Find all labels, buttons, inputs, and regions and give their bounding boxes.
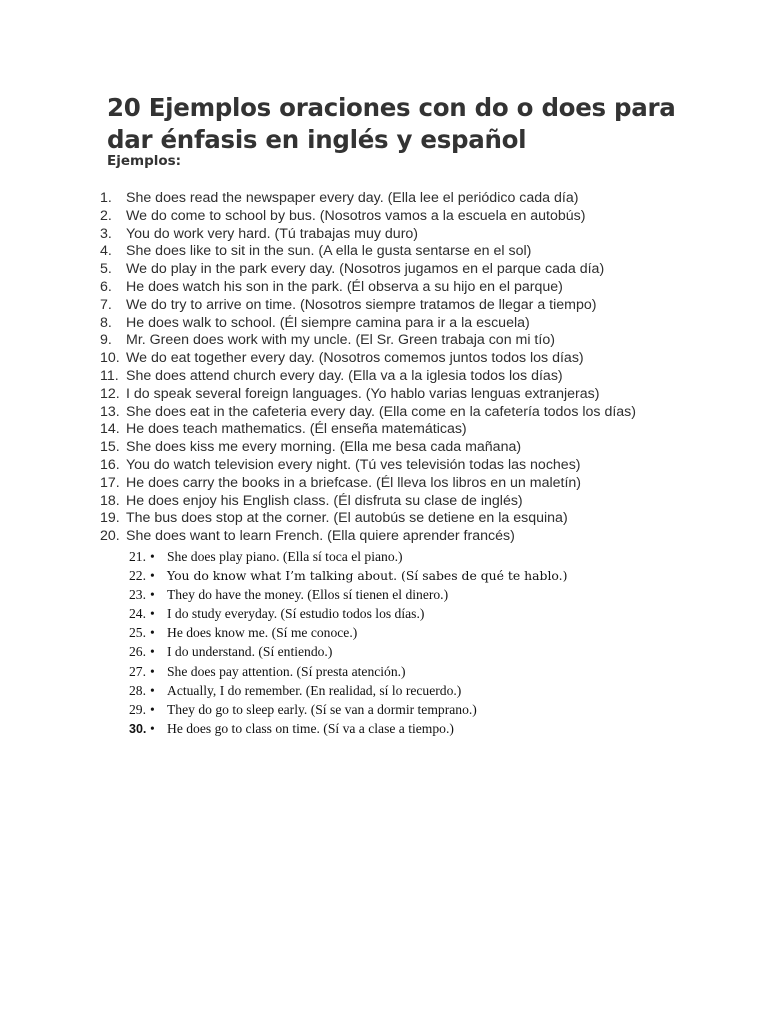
bulleted-list xyxy=(129,547,567,738)
list-item xyxy=(100,297,636,315)
item-number: 14. xyxy=(100,421,120,438)
item-text: They do go to sleep early. (Sí se van a dormir temprano.) xyxy=(167,701,477,717)
item-text: He does know me. (Sí me conoce.) xyxy=(167,625,358,641)
item-text: He does enjoy his English class. (Él disfruta su clase de inglés) xyxy=(126,492,523,509)
item-number: 29. xyxy=(129,701,146,717)
item-number: 17. xyxy=(100,474,120,491)
list-item xyxy=(100,279,636,297)
list-item xyxy=(129,547,567,566)
item-text: He does walk to school. (Él siempre camina para ir a la escuela) xyxy=(126,314,530,331)
item-number: 18. xyxy=(100,492,120,509)
bullet-icon: • xyxy=(150,549,155,564)
item-text: We do try to arrive on time. (Nosotros siempre tratamos de llegar a tiempo) xyxy=(126,296,597,313)
bullet-icon: • xyxy=(150,720,155,736)
item-number: 15. xyxy=(100,439,120,456)
item-text: We do come to school by bus. (Nosotros vamos a la escuela en autobús) xyxy=(126,207,586,224)
bullet-icon: • xyxy=(150,625,155,641)
item-number: 30. xyxy=(129,721,147,736)
item-number: 20. xyxy=(100,528,120,545)
item-text: I do study everyday. (Sí estudio todos los días.) xyxy=(167,606,425,622)
item-number: 28. xyxy=(129,682,146,698)
item-number: 9. xyxy=(100,332,112,349)
list-item xyxy=(100,421,636,439)
list-item xyxy=(100,368,636,386)
list-item xyxy=(100,493,636,511)
list-item xyxy=(129,604,567,623)
item-text: The bus does stop at the corner. (El autobús se detiene en la esquina) xyxy=(126,510,568,527)
list-item xyxy=(129,681,567,700)
list-item xyxy=(100,208,636,226)
list-item xyxy=(129,566,567,585)
item-text: They do have the money. (Ellos sí tienen el dinero.) xyxy=(167,587,449,603)
list-item xyxy=(100,439,636,457)
item-number: 26. xyxy=(129,644,146,660)
item-text: He does go to class on time. (Sí va a clase a tiempo.) xyxy=(167,720,454,736)
item-number: 25. xyxy=(129,625,146,641)
item-text: I do speak several foreign languages. (Yo hablo varias lenguas extranjeras) xyxy=(126,385,600,402)
item-number: 2. xyxy=(100,207,112,224)
item-number: 7. xyxy=(100,296,112,313)
item-text: You do know what I’m talking about. (Sí sabes de qué te hablo.) xyxy=(167,568,568,584)
item-text: She does read the newspaper every day. (Ella lee el periódico cada día) xyxy=(126,190,579,206)
list-item xyxy=(100,332,636,350)
list-item xyxy=(100,475,636,493)
item-number: 19. xyxy=(100,510,120,527)
bullet-icon: • xyxy=(150,568,155,584)
item-number: 3. xyxy=(100,225,112,242)
item-number: 8. xyxy=(100,314,112,331)
item-number: 21. xyxy=(129,549,146,564)
item-text: He does watch his son in the park. (Él observa a su hijo en el parque) xyxy=(126,278,563,295)
item-number: 1. xyxy=(100,190,112,206)
list-item xyxy=(129,719,567,738)
item-text: He does carry the books in a briefcase. (Él lleva los libros en un maletín) xyxy=(126,474,582,491)
bullet-icon: • xyxy=(150,663,155,679)
item-number: 4. xyxy=(100,243,112,260)
bullet-icon: • xyxy=(150,644,155,660)
item-number: 22. xyxy=(129,568,146,584)
item-number: 16. xyxy=(100,456,120,473)
list-item xyxy=(100,457,636,475)
list-item xyxy=(100,510,636,528)
bullet-icon: • xyxy=(150,682,155,698)
item-text: She does want to learn French. (Ella quiere aprender francés) xyxy=(126,528,515,545)
item-text: We do play in the park every day. (Nosotros jugamos en el parque cada día) xyxy=(126,261,605,278)
item-text: She does eat in the cafeteria every day. (Ella come en la cafetería todos los días) xyxy=(126,403,636,420)
section-subtitle: Ejemplos: xyxy=(107,153,182,169)
item-number: 13. xyxy=(100,403,120,420)
item-number: 24. xyxy=(129,606,146,622)
item-text: She does like to sit in the sun. (A ella le gusta sentarse en el sol) xyxy=(126,243,532,260)
item-text: You do work very hard. (Tú trabajas muy duro) xyxy=(126,225,419,242)
item-number: 23. xyxy=(129,587,146,603)
item-text: He does teach mathematics. (Él enseña matemáticas) xyxy=(126,421,467,438)
item-text: We do eat together every day. (Nosotros comemos juntos todos los días) xyxy=(126,350,584,367)
numbered-list xyxy=(100,190,636,546)
item-text: Actually, I do remember. (En realidad, sí lo recuerdo.) xyxy=(167,682,462,698)
list-item xyxy=(100,404,636,422)
list-item xyxy=(129,662,567,681)
list-item xyxy=(100,315,636,333)
list-item xyxy=(100,350,636,368)
list-item xyxy=(100,528,636,546)
item-number: 6. xyxy=(100,278,112,295)
item-number: 12. xyxy=(100,385,120,402)
item-text: She does attend church every day. (Ella va a la iglesia todos los días) xyxy=(126,367,563,384)
item-text: Mr. Green does work with my uncle. (El Sr. Green trabaja con mi tío) xyxy=(126,332,555,349)
list-item xyxy=(100,261,636,279)
item-text: She does play piano. (Ella sí toca el piano.) xyxy=(167,549,403,564)
item-text: She does kiss me every morning. (Ella me besa cada mañana) xyxy=(126,439,522,456)
bullet-icon: • xyxy=(150,587,155,603)
item-text: I do understand. (Sí entiendo.) xyxy=(167,644,333,660)
list-item xyxy=(129,623,567,642)
bullet-icon: • xyxy=(150,606,155,622)
bullet-icon: • xyxy=(150,701,155,717)
list-item xyxy=(100,190,636,208)
item-number: 11. xyxy=(100,367,119,384)
list-item xyxy=(100,386,636,404)
list-item xyxy=(129,585,567,604)
item-number: 10. xyxy=(100,350,120,367)
item-text: You do watch television every night. (Tú ves televisión todas las noches) xyxy=(126,456,581,473)
item-number: 5. xyxy=(100,261,112,278)
list-item xyxy=(100,226,636,244)
item-number: 27. xyxy=(129,663,146,679)
list-item xyxy=(129,700,567,719)
page-title: 20 Ejemplos oraciones con do o does para dar énfasis en inglés y español xyxy=(107,93,676,154)
item-text: She does pay attention. (Sí presta atención.) xyxy=(167,663,406,679)
list-item xyxy=(129,642,567,661)
list-item xyxy=(100,243,636,261)
